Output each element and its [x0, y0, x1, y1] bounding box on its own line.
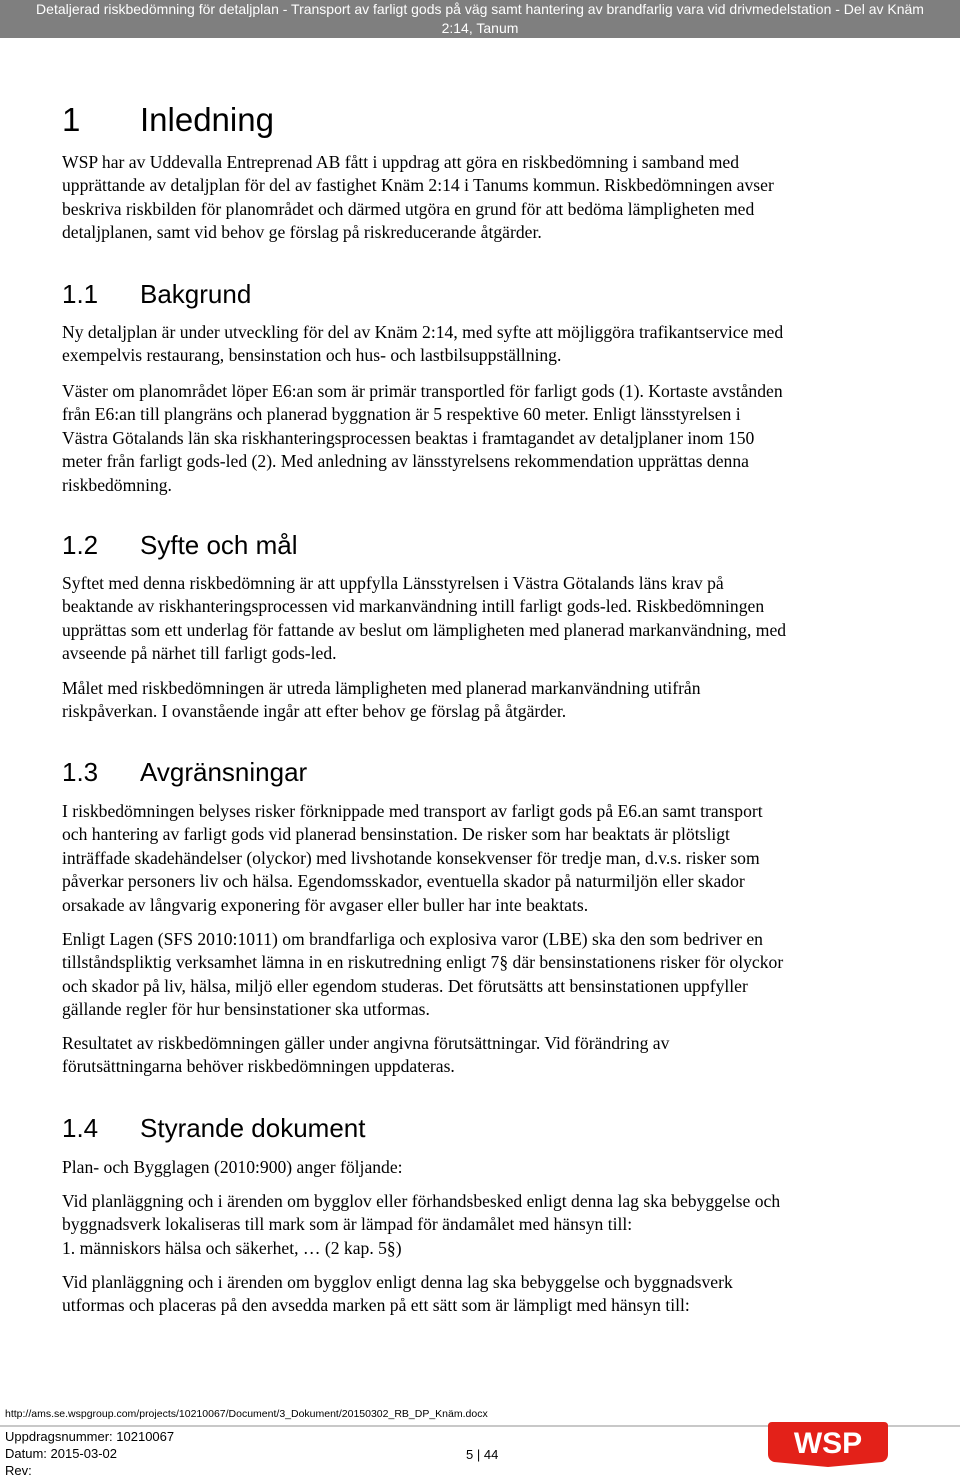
text-line: utformas och placeras på den avsedda marken på ett sätt som är lämpligt med hänsyn till: [62, 1295, 690, 1316]
text-line: Resultatet av riskbedömningen gäller under angivna förutsättningar. Vid förändring av [62, 1033, 670, 1053]
heading-title: Inledning [140, 101, 274, 138]
text-line: Plan- och Bygglagen (2010:900) anger följande: [62, 1157, 403, 1177]
paragraph-styrande-2 [62, 1190, 902, 1260]
text-line: avseende på närhet till farligt gods-led. [62, 643, 337, 664]
text-line: Vid planläggning och i ärenden om bygglov enligt denna lag ska bebyggelse och byggnadsverk [62, 1272, 733, 1292]
running-header [0, 0, 960, 38]
text-line: och skador på liv, hälsa, miljö eller egendom studeras. Det förutsätts att bensinstationen uppfyller [62, 975, 748, 996]
paragraph-avgransningar-3 [62, 1032, 902, 1079]
heading-number: 1 [62, 101, 81, 138]
paragraph-syfte-1 [62, 572, 902, 666]
text-line: och hantering av farligt gods vid planerad bensinstation. De risker som har beaktats är plötsligt [62, 824, 730, 845]
text-line: riskpåverkan. I ovanstående ingår att efter behov ge förslag på åtgärder. [62, 701, 567, 722]
heading-1-2 [62, 529, 298, 561]
text-line: beaktande av riskhanteringsprocessen vid markanvändning intill farligt gods-led. Riskbedömningen [62, 596, 765, 617]
paragraph-styrande-3 [62, 1271, 902, 1318]
wsp-logo-icon [766, 1420, 890, 1468]
text-line: detaljplanen, samt vid behov ge förslag på riskreducerande åtgärder. [62, 222, 542, 243]
heading-number: 1.4 [62, 1113, 99, 1143]
page-separator: | [476, 1447, 481, 1462]
header-line-1: Detaljerad riskbedömning för detaljplan - Transport av farligt gods på väg samt hantering av brandfarlig vara vid drivmedelstation - Del av Knäm [36, 1, 924, 17]
text-line: tillståndspliktig verksamhet lämna in en riskutredning enligt 7§ där bensinstationens risker för olyckor [62, 952, 784, 973]
text-line: Målet med riskbedömningen är utreda lämpligheten med planerad markanvändning utifrån [62, 678, 701, 698]
text-line: påverkar personers liv och hälsa. Egendomsskador, eventuella skador på naturmiljön eller skador [62, 871, 745, 892]
paragraph-syfte-2 [62, 677, 902, 724]
heading-number: 1.1 [62, 279, 99, 309]
paragraph-styrande-1 [62, 1156, 902, 1179]
document-path: http://ams.se.wspgroup.com/projects/10210067/Document/3_Dokument/20150302_RB_DP_Knäm.docx [5, 1408, 488, 1420]
text-line: Enligt Lagen (SFS 2010:1011) om brandfarliga och explosiva varor (LBE) ska den som bedriver en [62, 929, 763, 949]
text-line: inträffade skadehändelser (olyckor) med livshotande konsekvenser för tredje man, d.v.s. risker som [62, 847, 760, 868]
current-page: 5 [466, 1447, 474, 1462]
text-line: byggnadsverk lokaliseras till mark som är lämpad för ändamålet med hänsyn till: [62, 1214, 633, 1235]
paragraph-inledning [62, 151, 902, 245]
text-line: I riskbedömningen belyses risker förknippade med transport av farligt gods på E6.an samt transport [62, 801, 763, 821]
paragraph-bakgrund-2 [62, 380, 902, 497]
paragraph-avgransningar-1 [62, 800, 902, 917]
footer-meta [5, 1428, 174, 1479]
paragraph-avgransningar-2 [62, 928, 902, 1022]
text-line: Västra Götalands län ska riskhanteringsprocessen beaktas i framtagandet av detaljplaner inom 150 [62, 427, 755, 448]
heading-title: Bakgrund [140, 279, 252, 309]
text-line: Väster om planområdet löper E6:an som är primär transportled för farligt gods (1). Kortaste avstånden [62, 381, 783, 401]
paragraph-bakgrund-1 [62, 321, 902, 368]
page-number [466, 1447, 498, 1462]
revision: Rev: [5, 1463, 32, 1478]
text-line: Vid planläggning och i ärenden om bygglov eller förhandsbesked enligt denna lag ska bebyggelse och [62, 1191, 781, 1211]
uppdragsnummer: Uppdragsnummer: 10210067 [5, 1429, 175, 1444]
text-line: Syftet med denna riskbedömning är att uppfylla Länsstyrelsen i Västra Götalands läns krav på [62, 573, 724, 593]
datum: Datum: 2015-03-02 [5, 1446, 118, 1461]
heading-1 [62, 100, 274, 140]
header-line-2: 2:14, Tanum [441, 20, 519, 36]
text-line: Ny detaljplan är under utveckling för del av Knäm 2:14, med syfte att möjliggöra trafikantservice med [62, 322, 784, 342]
text-line: WSP har av Uddevalla Entreprenad AB fått i uppdrag att göra en riskbedömning i samband med [62, 152, 740, 172]
text-line: beskriva riskbilden för planområdet och därmed utgöra en grund för att bedöma lämpligheten med [62, 198, 755, 219]
heading-1-1 [62, 278, 251, 310]
text-line: från E6:an till plangräns och planerad byggnation är 5 respektive 60 meter. Enligt länsstyrelsen i [62, 404, 741, 425]
heading-title: Styrande dokument [140, 1113, 366, 1143]
heading-1-3 [62, 756, 307, 788]
text-line: exempelvis restaurang, bensinstation och hus- och lastbilsuppställning. [62, 345, 562, 366]
heading-title: Syfte och mål [140, 530, 298, 560]
text-line: riskbedömning. [62, 474, 172, 495]
heading-number: 1.2 [62, 530, 99, 560]
text-line: upprättas som ett underlag för fattande av beslut om lämpligheten med planerad markanvändning, med [62, 619, 787, 640]
text-line: 1. människors hälsa och säkerhet, … (2 kap. 5§) [62, 1237, 402, 1258]
text-line: gällande regler för hur bensinstationer ska utformas. [62, 999, 430, 1020]
text-line: meter från farligt gods-led (2). Med anledning av länsstyrelsens rekommendation upprättas denna [62, 451, 749, 472]
svg-text:WSP: WSP [793, 1427, 863, 1460]
text-line: förutsättningarna behöver riskbedömningen uppdateras. [62, 1056, 455, 1077]
text-line: upprättande av detaljplan för del av fastighet Knäm 2:14 i Tanums kommun. Riskbedömningen avser [62, 175, 774, 196]
text-line: orsakade av långvarig exponering för avgaser eller buller har inte beaktats. [62, 894, 589, 915]
total-pages: 44 [483, 1447, 499, 1462]
heading-1-4 [62, 1112, 365, 1144]
heading-title: Avgränsningar [140, 757, 308, 787]
heading-number: 1.3 [62, 757, 99, 787]
